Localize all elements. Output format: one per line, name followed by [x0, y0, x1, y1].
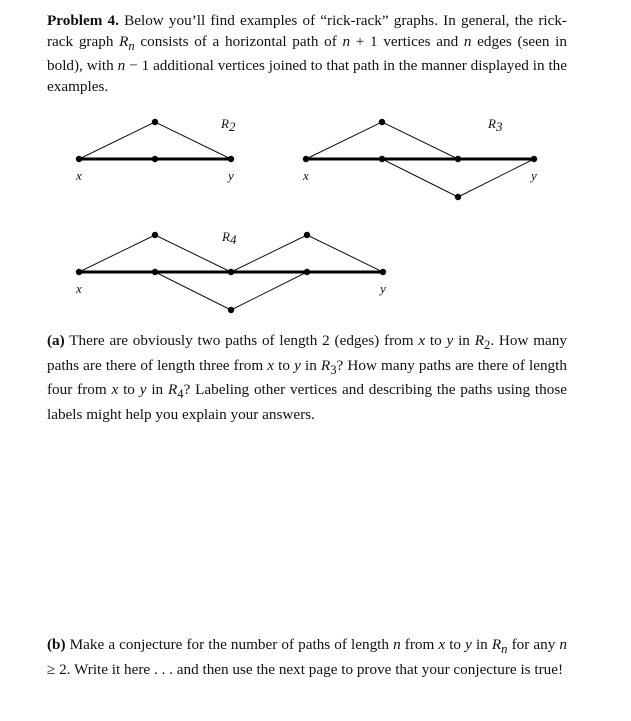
math-R-sub: 3: [330, 362, 337, 377]
r3-vertex-y: [531, 156, 537, 162]
math-R-sub: 2: [483, 338, 491, 353]
r3-x-label: x: [303, 168, 309, 183]
r3-vertex-3: [455, 156, 461, 162]
r4-vertex-4: [304, 269, 310, 275]
text-to: to: [274, 356, 295, 374]
intro-text-1: Below you’ll find examples of “rick-rack” graphs. In general, the rick-rack graph: [47, 12, 567, 50]
r4-edge-2: [155, 235, 231, 272]
math-y: y: [139, 381, 147, 399]
text-in: in: [146, 381, 168, 399]
math-x: x: [418, 332, 426, 349]
math-y: y: [446, 332, 454, 349]
math-n: n: [393, 636, 401, 653]
math-n: n: [117, 57, 126, 75]
r2-edge-down: [155, 122, 231, 159]
text-in: in: [471, 636, 492, 653]
part-a: [47, 331, 567, 425]
r3-vertex-x: [303, 156, 309, 162]
math-n: n: [559, 636, 567, 653]
r2-y-label: y: [228, 168, 234, 183]
r3-y-label: y: [531, 168, 537, 183]
text-to: to: [425, 332, 447, 349]
r4-edge-5: [231, 235, 307, 272]
math-R: R: [320, 356, 331, 374]
part-b-label: (b): [47, 636, 66, 653]
r2-vertex-x: [76, 156, 82, 162]
part-a-text-4: ? Labeling other vertices and describing the paths using those labels might help you explain your answers.: [47, 381, 567, 423]
math-n: n: [463, 32, 472, 50]
math-n-sub: n: [128, 38, 135, 53]
r2-vertex-y: [228, 156, 234, 162]
part-a-text-1: There are obviously two paths of length 2 (edges) from: [64, 332, 419, 349]
math-R: R: [119, 32, 129, 50]
problem-heading: Problem 4.: [47, 12, 119, 29]
part-b-text-2: from: [400, 636, 439, 653]
r4-vertex-top-2: [304, 232, 310, 238]
part-a-text-3: ? How many paths are there of length four from: [47, 356, 567, 399]
math-y: y: [465, 636, 472, 653]
r4-vertex-3: [228, 269, 234, 275]
r3-vertex-2: [379, 156, 385, 162]
text-to: to: [445, 636, 466, 653]
part-b-text-3: for any: [507, 636, 560, 653]
math-x: x: [267, 356, 275, 374]
r4-x-label: x: [76, 281, 82, 296]
r4-vertex-bottom: [228, 307, 234, 313]
r2-vertex-top: [152, 119, 158, 125]
r3-label: R3: [488, 116, 503, 134]
math-y: y: [294, 356, 301, 374]
r4-vertex-y: [380, 269, 386, 275]
math-x: x: [111, 381, 119, 399]
r2-label: R2: [221, 116, 236, 134]
intro-text-5: − 1 additional vertices joined to that path in the manner displayed in the examples.: [47, 57, 567, 95]
r3-vertex-bottom: [455, 194, 461, 200]
r4-edge-1: [79, 235, 155, 272]
math-R-sub: n: [501, 642, 508, 657]
part-a-label: (a): [47, 332, 65, 349]
r3-edge-4: [458, 159, 534, 197]
text-in: in: [453, 332, 475, 349]
part-b-text-1: Make a conjecture for the number of paths of length: [65, 636, 394, 653]
math-R-sub: 4: [177, 387, 184, 402]
part-b: [47, 635, 567, 680]
r2-vertex-mid: [152, 156, 158, 162]
part-a-text-2: . How many paths are there of length three from: [47, 332, 567, 374]
r3-vertex-top: [379, 119, 385, 125]
intro-text-4: edges (seen in bold), with: [47, 32, 567, 75]
text-in: in: [300, 356, 321, 374]
r4-vertex-2: [152, 269, 158, 275]
r3-edge-3: [382, 159, 458, 197]
r3-edge-2: [382, 122, 458, 159]
math-R: R: [491, 636, 502, 653]
r4-label: R4: [222, 229, 237, 247]
intro-text-2: consists of a horizontal path of: [134, 32, 343, 50]
math-R: R: [167, 381, 178, 399]
text-to: to: [118, 381, 140, 399]
part-b-text-4: ≥ 2. Write it here . . . and then use the next page to prove that your conjecture is true!: [47, 660, 564, 678]
math-R: R: [474, 332, 484, 349]
r4-y-label: y: [380, 281, 386, 296]
math-x: x: [438, 636, 446, 653]
r2-edge-up: [79, 122, 155, 159]
math-n: n: [342, 32, 351, 50]
r4-edge-3: [155, 272, 231, 310]
r4-vertex-x: [76, 269, 82, 275]
r2-x-label: x: [76, 168, 82, 183]
r4-edge-6: [307, 235, 383, 272]
intro-text-3: + 1 vertices and: [350, 32, 464, 50]
r4-edge-4: [231, 272, 307, 310]
r3-edge-1: [306, 122, 382, 159]
r4-vertex-top-1: [152, 232, 158, 238]
